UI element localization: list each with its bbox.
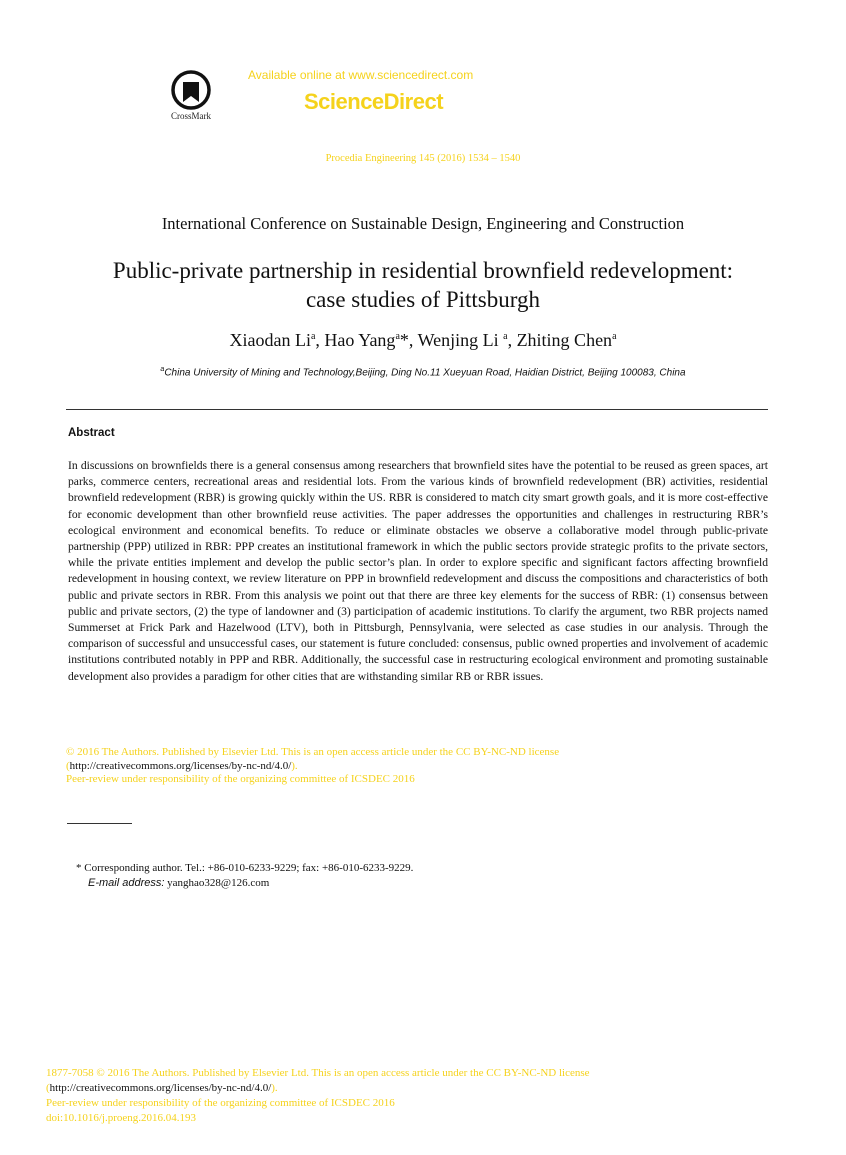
footer-peer-review: Peer-review under responsibility of the organizing committee of ICSDEC 2016 <box>46 1097 395 1109</box>
author-affil-sup: a <box>395 331 400 342</box>
available-online-text: Available online at www.sciencedirect.com <box>248 68 474 82</box>
author-name: , Zhiting Chen <box>507 330 613 350</box>
abstract-heading: Abstract <box>68 427 115 439</box>
paper-title-line2: case studies of Pittsburgh <box>305 287 541 312</box>
affiliation-text: China University of Mining and Technology,Beijing, Ding No.11 Xueyuan Road, Haidian District, Beijing 100083, China <box>164 367 686 379</box>
author-list <box>0 330 846 351</box>
paren: ( <box>46 1082 50 1094</box>
license-url-line <box>66 760 768 774</box>
author-affil-sup: a <box>503 331 508 342</box>
crossmark-logo[interactable] <box>165 70 217 121</box>
email-line <box>88 877 269 889</box>
footer-url-line <box>46 1081 746 1096</box>
section-divider <box>66 409 768 410</box>
paren: ). <box>291 759 298 772</box>
footnote-divider <box>67 823 132 824</box>
crossmark-label: CrossMark <box>171 111 211 121</box>
journal-reference: Procedia Engineering 145 (2016) 1534 – 1540 <box>325 153 521 164</box>
abstract-body: In discussions on brownfields there is a general consensus among researchers that brownfield sites have the potential to be reused as green spaces, art parks, commerce centers, recreational areas and residential lots. From the various kinds of brownfield redevelopment (BR) activities, residential brownfield redevelopment (RBR) is growing quickly within the US. RBR is considered to match city smart growth goals, and it is more cost-effective for economic development than other brownfield reuse activities. The paper addresses the opportunities and challenges in restructuring RBR’s ecological environment and economical benefits. To reduce or eliminate obstacles we observe a collaborative model through public-private partnership (PPP) utilized in RBR: PPP creates an institutional framework in which the public sectors provide strategic profits to the private sectors, while the private entities implement and develop the public sector’s plan. In order to explore specific and significant factors affecting brownfield redevelopment in housing context, we review literature on PPP in brownfield redevelopment and discuss the compositions and characteristics of both public and private sectors in RBR. From this analysis we point out that there are three key elements for the success of RBR: (1) consensus between public and private sectors, (2) the type of landowner and (3) participation of academic institutions. To clarify the argument, two RBR projects named Summerset at Frick Park and Hazelwood (LTV), both in Pittsburgh, Pennsylvania, were selected as case studies in our analysis. Through the comparison of successful and unsuccessful cases, our statement is future concluded: consensus, public owned properties and involvement of academic institutions contributed notably in PPP and RBR. Additionally, the successful case in restructuring ecological environment and promoting sustainable development also provides a paradigm for other cities that are withstanding similar RB or RBR issues. <box>68 459 768 683</box>
paren: ). <box>271 1082 278 1094</box>
paren: ( <box>66 759 70 772</box>
license-block <box>66 746 768 787</box>
author-name: , Hao Yang <box>315 330 396 350</box>
footer-copyright: 1877-7058 © 2016 The Authors. Published by Elsevier Ltd. This is an open access article under the CC BY-NC-ND license <box>46 1067 590 1079</box>
conference-name: International Conference on Sustainable Design, Engineering and Construction <box>161 214 685 233</box>
paper-title <box>40 256 806 314</box>
affiliation-sup: a <box>160 366 165 373</box>
license-link[interactable]: http://creativecommons.org/licenses/by-nc-nd/4.0/ <box>69 759 292 772</box>
paper-title-line1: Public-private partnership in residential brownfield redevelopment: <box>112 258 734 283</box>
crossmark-icon <box>171 70 211 110</box>
corresponding-author: * Corresponding author. Tel.: +86-010-6233-9229; fax: +86-010-6233-9229. <box>76 862 414 874</box>
affiliation <box>0 366 846 378</box>
email-address[interactable]: yanghao328@126.com <box>164 877 270 889</box>
author-affil-sup: a <box>310 331 316 342</box>
peer-review-line: Peer-review under responsibility of the organizing committee of ICSDEC 2016 <box>66 773 415 785</box>
email-label: E-mail address: <box>88 877 165 889</box>
footer-doi[interactable]: doi:10.1016/j.proeng.2016.04.193 <box>46 1112 197 1124</box>
author-name: Xiaodan Li <box>229 330 311 350</box>
author-affil-sup: a <box>612 331 617 342</box>
footer-block <box>46 1066 746 1126</box>
footer-license-link[interactable]: http://creativecommons.org/licenses/by-nc-nd/4.0/ <box>49 1082 272 1094</box>
license-line: © 2016 The Authors. Published by Elsevier Ltd. This is an open access article under the CC BY-NC-ND license <box>66 746 560 758</box>
sciencedirect-logo: ScienceDirect <box>304 89 444 114</box>
author-name: *, Wenjing Li <box>399 330 504 350</box>
